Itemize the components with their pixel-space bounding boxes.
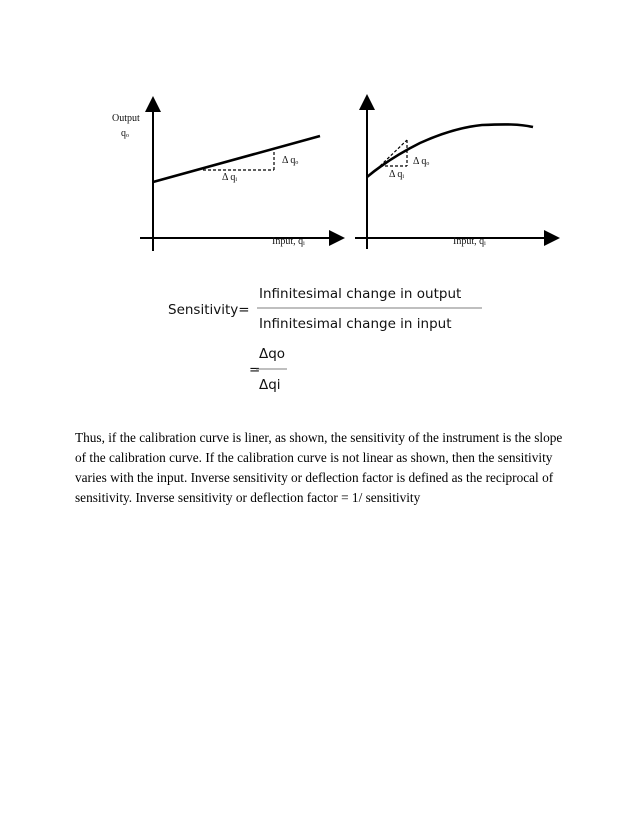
right-x-axis-label: Input, qᵢ — [453, 236, 486, 247]
formula-numerator: Infinitesimal change in output — [259, 286, 462, 302]
formula-second-equals: = — [249, 362, 261, 378]
y-axis-label-line1: Output — [112, 113, 140, 124]
left-delta-input-label: Δ qᵢ — [222, 172, 238, 183]
formula-delta-denominator: Δqi — [259, 377, 281, 393]
y-axis-label-line2: qₒ — [121, 128, 129, 139]
formula-delta-numerator: Δqo — [259, 346, 286, 362]
body-paragraph: Thus, if the calibration curve is liner, as shown, the sensitivity of the instrument is the slope of the calibration curve. If the calibration curve is not linear as shown, then the sensitivity varies with the input. Inverse sensitivity or deflection factor is defined as the reciprocal of sensitivity. Inverse sensitivity or deflection factor = 1/ sensitivity — [75, 430, 563, 505]
left-x-axis-label: Input, qᵢ — [272, 236, 305, 247]
nonlinear-calibration-chart — [355, 102, 552, 249]
left-delta-output-label: Δ qₒ — [282, 155, 299, 166]
formula-denominator: Infinitesimal change in input — [259, 316, 452, 332]
linear-calibration-chart — [112, 104, 337, 251]
sensitivity-formula — [168, 286, 482, 393]
right-delta-output-label: Δ qₒ — [413, 156, 430, 167]
right-delta-input-label: Δ qᵢ — [389, 169, 405, 180]
formula-lhs: Sensitivity= — [168, 302, 250, 318]
